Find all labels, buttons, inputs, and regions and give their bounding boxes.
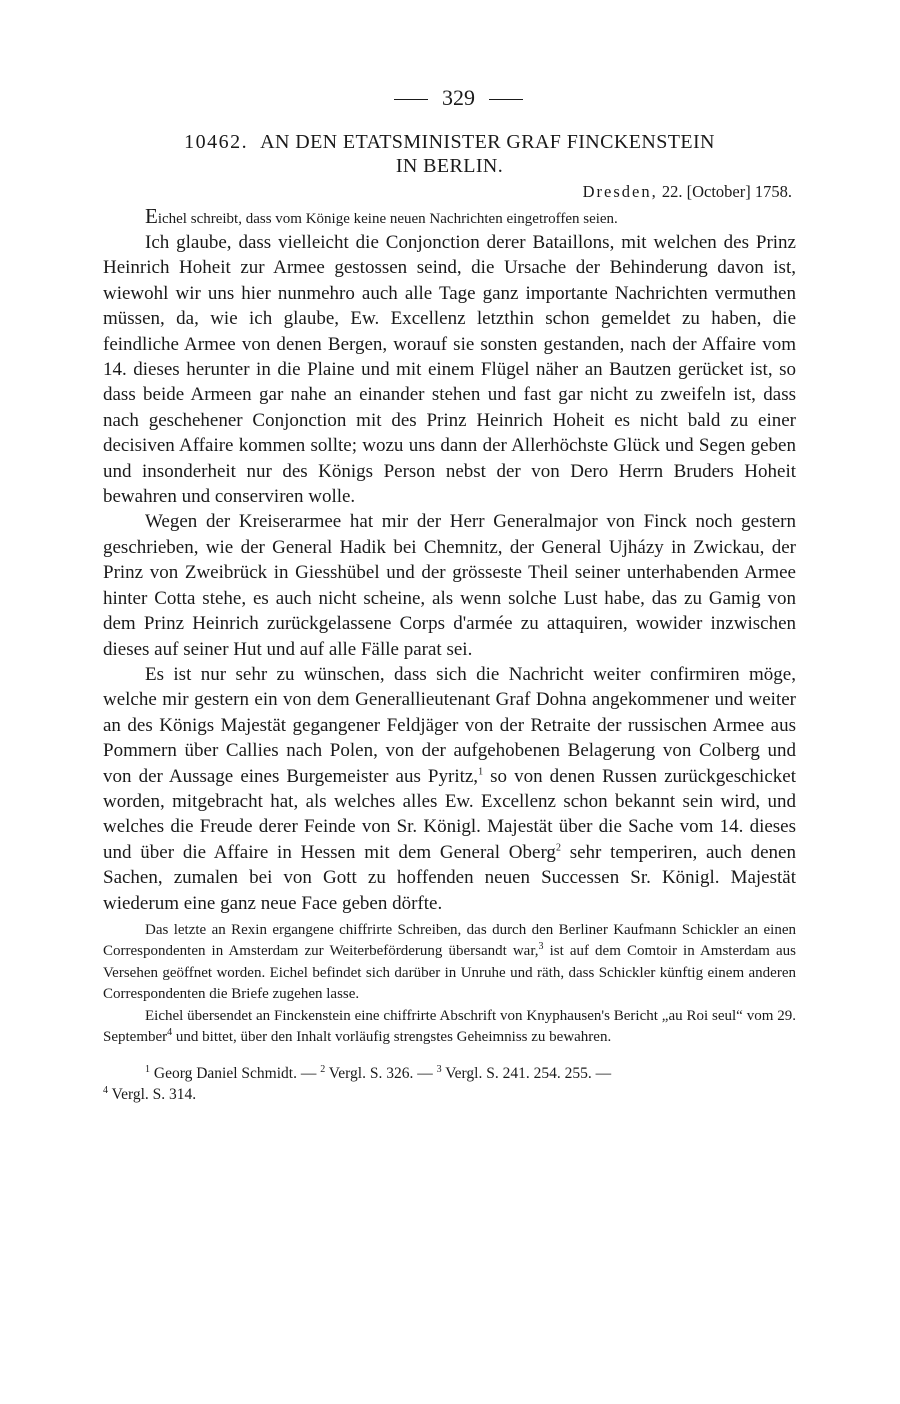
footnote-mark-3: 3 xyxy=(436,1063,442,1075)
body-paragraph-2: Wegen der Kreiserarmee hat mir der Herr Generalmajor von Finck noch gestern geschrieben, wie der General Hadik bei Chemnitz, der General Ujházy in Zwickau, der Prinz von Zweibrück in Giesshübel und der grösseste Theil seiner unterhabenden Armee hinter Cotta stehe, es auch nicht scheine, als wenn solche Lust habe, das zu Gamig von dem Prinz Heinrich zurückgelassene Corps d'armée zu attaquiren, wowider inzwischen dieses auf seiner Hut und auf alle Fälle parat sei. xyxy=(103,511,796,660)
body-paragraph-1: Ich glaube, dass vielleicht die Conjonction derer Bataillons, mit welchen des Prinz Heinrich Hoheit zur Armee gestossen seind, die Ursache der Behinderung davon ist, wiewohl wir uns hier nunmehro auch alle Tage ganz importante Nachrichten vermuthen müssen, da, wie ich glaube, Ew. Excellenz letzthin schon gemeldet zu haben, die feindliche Armee von denen Bergen, worauf sie sonsten gestanden, nach der Affaire vom 14. dieses herunter in die Plaine und mit einem Flügel näher an Bautzen gerücket ist, so dass beide Armeen gar nahe an einander stehen und fast gar nicht zu zweifeln ist, dass nach geschehener Conjonction mit des Prinz Heinrich Hoheit es nicht bald zu einer decisiven Affaire kommen sollte; wozu uns dann der Allerhöchste Glück und Segen geben und insonderheit nur des Königs Person nebst der von Dero Herrn Bruders Hoheit bewahren und conserviren wolle. xyxy=(103,232,796,508)
footnote-ref-2: 2 xyxy=(555,842,561,854)
footnote-2: Vergl. S. 326. — xyxy=(325,1064,437,1082)
page-number: 329 xyxy=(442,85,475,110)
letter-body xyxy=(103,230,796,916)
summary-text: ichel schreibt, dass vom Könige keine neuen Nachrichten eingetroffen seien. xyxy=(157,211,618,227)
body-paragraph-3-part-b: so von denen Russen zurückgeschicket worden, mitgebracht hat, als welches alles Ew. Excellenz schon bekannt sein wird, und welches die Freude derer Feinde von Sr. Königl. Majestät über die Sache vom 14. dieses und über die Affaire in Hessen mit dem General Oberg xyxy=(103,765,796,863)
note-2-part-b: und bittet, über den Inhalt vorläufig strengstes Geheimniss zu bewahren. xyxy=(172,1029,612,1046)
footnotes xyxy=(103,1063,796,1105)
footnote-ref-3: 3 xyxy=(538,941,544,953)
footnote-mark-1: 1 xyxy=(145,1063,150,1075)
note-1 xyxy=(103,920,796,1006)
date-text: 22. [October] 1758. xyxy=(661,182,792,201)
body-paragraph-3 xyxy=(103,662,796,916)
document-page xyxy=(103,80,796,1105)
letter-heading xyxy=(103,130,796,178)
summary-initial: E xyxy=(145,204,158,228)
note-1-part-a: Das letzte an Rexin ergangene chiffrirte Schreiben, das durch den Berliner Kaufmann Schickler an einen Correspondenten in Amsterdam zur Weiterbeförderung übersandt war, xyxy=(103,921,796,960)
footnote-line xyxy=(103,1063,796,1105)
date-place: Dresden, xyxy=(582,182,658,201)
note-2-part-a: Eichel übersendet an Finckenstein eine chiffrirte Abschrift von Knyphausen's Bericht „au Roi seul“ vom 29. September xyxy=(103,1007,796,1046)
page-number-line xyxy=(121,80,796,116)
letter-title-line2: IN BERLIN. xyxy=(395,155,504,177)
footnote-mark-4: 4 xyxy=(103,1084,108,1096)
footnote-4: Vergl. S. 314. xyxy=(108,1085,197,1103)
right-dash xyxy=(489,99,523,100)
dateline xyxy=(103,181,796,203)
footnote-mark-2: 2 xyxy=(320,1063,326,1075)
letter-title-line1: AN DEN ETATSMINISTER GRAF FINCKENSTEIN xyxy=(260,131,715,153)
footnote-3: Vergl. S. 241. 254. 255. — xyxy=(441,1064,612,1082)
note-2 xyxy=(103,1006,796,1049)
letter-number: 10462. xyxy=(184,131,249,153)
left-dash xyxy=(394,99,428,100)
footnote-1: Georg Daniel Schmidt. — xyxy=(150,1064,321,1082)
editorial-notes xyxy=(103,920,796,1049)
body-paragraph-3-part-a: Es ist nur sehr zu wünschen, dass sich die Nachricht weiter confirmiren möge, welche mir gestern ein von dem Generallieutenant Graf Dohna angekommener und weiter an des Königs Majestät gegangener Feldjäger von der Retraite der russischen Armee aus Pommern über Callies nach Polen, von der aufgehobenen Belagerung von Colberg und von der Aussage eines Burgemeister aus Pyritz, xyxy=(103,663,796,787)
note-1-part-b: ist auf dem Comtoir in Amsterdam aus Versehen geöffnet worden. Eichel befindet sich darüber in Unruhe und räth, dass Schickler künftig einem anderen Correspondenten die Briefe zugehen lasse. xyxy=(103,943,797,1003)
body-paragraph-3-part-c: sehr temperiren, auch denen Sachen, zumalen bei von Gott zu hoffenden neuen Successen Sr. Königl. Majestät wiederum eine ganz neue Face geben dörfte. xyxy=(103,841,796,914)
footnote-ref-1: 1 xyxy=(478,766,484,778)
footnote-ref-4: 4 xyxy=(167,1027,173,1039)
summary xyxy=(103,205,796,230)
